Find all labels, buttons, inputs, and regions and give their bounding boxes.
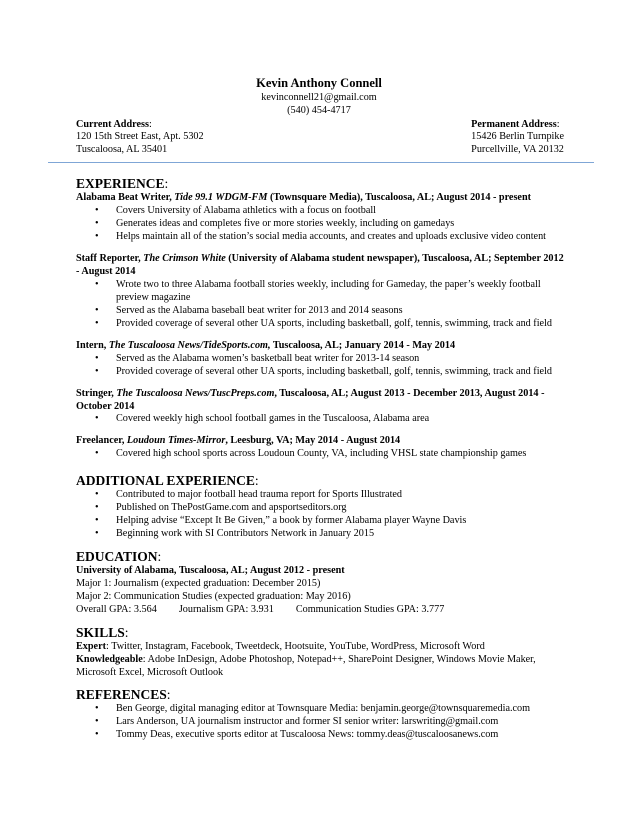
job-bullets bbox=[76, 448, 566, 461]
major-2: Major 2: Communication Studies (expected graduation: May 2016) bbox=[76, 591, 351, 603]
section-title-skills: SKILLS: bbox=[76, 625, 129, 640]
resume-header bbox=[76, 76, 562, 157]
list-item: • Covers University of Alabama athletics with a focus on football bbox=[76, 205, 566, 218]
header-divider bbox=[48, 162, 594, 163]
list-item: • Covered weekly high school football games in the Tuscaloosa, Alabama area bbox=[76, 413, 566, 426]
job-heading: Stringer, The Tuscaloosa News/TuscPreps.com, Tuscaloosa, AL; August 2013 - December 2013, August 2014 - October 2014 bbox=[76, 387, 545, 412]
gpa-overall: Overall GPA: 3.564 bbox=[76, 604, 157, 616]
job-entry bbox=[76, 435, 566, 461]
list-item: • Published on ThePostGame.com and apsportseditors.org bbox=[76, 502, 566, 515]
list-item: • Tommy Deas, executive sports editor at Tuscaloosa News: tommy.deas@tuscaloosanews.com bbox=[76, 729, 566, 742]
phone: (540) 454-4717 bbox=[287, 104, 351, 116]
candidate-name: Kevin Anthony Connell bbox=[256, 76, 382, 90]
list-item: • Lars Anderson, UA journalism instructor and former SI senior writer: larswriting@gmail.com bbox=[76, 716, 566, 729]
list-item: • Served as the Alabama women’s basketball beat writer for 2013-14 season bbox=[76, 353, 566, 366]
job-entry bbox=[76, 192, 566, 244]
section-title-references: REFERENCES: bbox=[76, 687, 171, 702]
job-bullets bbox=[76, 353, 566, 379]
additional-bullets bbox=[76, 489, 566, 541]
job-entry bbox=[76, 253, 566, 331]
school: University of Alabama, Tuscaloosa, AL; August 2012 - present bbox=[76, 565, 345, 577]
additional-experience-section bbox=[76, 473, 566, 541]
current-address-label: Current Address bbox=[76, 118, 149, 130]
current-address-line2: Tuscaloosa, AL 35401 bbox=[76, 144, 168, 156]
experience-section bbox=[76, 176, 566, 461]
address-row bbox=[76, 119, 562, 158]
permanent-address-label: Permanent Address bbox=[471, 118, 557, 130]
gpa-line bbox=[76, 604, 566, 617]
list-item: • Provided coverage of several other UA sports, including basketball, golf, tennis, swimming, track and field bbox=[76, 366, 566, 379]
list-item: • Covered high school sports across Loudoun County, VA, including VHSL state championship games bbox=[76, 448, 566, 461]
major-1: Major 1: Journalism (expected graduation: December 2015) bbox=[76, 578, 321, 590]
current-address: Current Address: 120 15th Street East, Apt. 5302 Tuscaloosa, AL 35401 bbox=[76, 118, 204, 156]
permanent-address-line1: 15426 Berlin Turnpike bbox=[471, 131, 564, 143]
gpa-journalism: Journalism GPA: 3.931 bbox=[178, 604, 274, 616]
job-bullets bbox=[76, 205, 566, 244]
list-item: • Helping advise “Except It Be Given,” a book by former Alabama player Wayne Davis bbox=[76, 515, 566, 528]
permanent-address-line2: Purcellville, VA 20132 bbox=[471, 144, 564, 156]
job-heading: Staff Reporter, The Crimson White (University of Alabama student newspaper), Tuscaloosa, AL; September 2012 - August 2014 bbox=[76, 253, 564, 277]
skills-expert: Expert: Twitter, Instagram, Facebook, Tweetdeck, Hootsuite, YouTube, WordPress, Microsoft Word bbox=[76, 641, 485, 653]
list-item: • Helps maintain all of the station’s social media accounts, and creates and uploads exclusive video content bbox=[76, 231, 566, 244]
job-bullets bbox=[76, 279, 566, 331]
job-heading: Freelancer, Loudoun Times-Mirror, Leesburg, VA; May 2014 - August 2014 bbox=[76, 435, 401, 447]
list-item: • Generates ideas and completes five or more stories weekly, including on gamedays bbox=[76, 218, 566, 231]
list-item: • Provided coverage of several other UA sports, including basketball, golf, tennis, swimming, track and field bbox=[76, 318, 566, 331]
email: kevinconnell21@gmail.com bbox=[261, 91, 377, 103]
job-entry bbox=[76, 340, 566, 379]
list-item: • Contributed to major football head trauma report for Sports Illustrated bbox=[76, 489, 566, 502]
job-heading: Alabama Beat Writer, Tide 99.1 WDGM-FM (Townsquare Media), Tuscaloosa, AL; August 2014 - present bbox=[76, 192, 532, 204]
references-section bbox=[76, 687, 566, 742]
education-section bbox=[76, 549, 566, 617]
skills-knowledgeable: Knowledgeable: Adobe InDesign, Adobe Photoshop, Notepad++, SharePoint Designer, Windows Movie Maker, Microsoft Excel, Microsoft Outlook bbox=[76, 654, 536, 679]
job-bullets bbox=[76, 413, 566, 426]
skills-section bbox=[76, 625, 566, 680]
job-entry bbox=[76, 388, 566, 427]
list-item: • Served as the Alabama baseball beat writer for 2013 and 2014 seasons bbox=[76, 305, 566, 318]
job-heading: Intern, The Tuscaloosa News/TideSports.com, Tuscaloosa, AL; January 2014 - May 2014 bbox=[76, 339, 456, 351]
section-title-additional-experience: ADDITIONAL EXPERIENCE: bbox=[76, 473, 259, 488]
permanent-address: Permanent Address: 15426 Berlin Turnpike Purcellville, VA 20132 bbox=[471, 118, 564, 156]
list-item: • Beginning work with SI Contributors Network in January 2015 bbox=[76, 528, 566, 541]
gpa-communication: Communication Studies GPA: 3.777 bbox=[295, 604, 445, 616]
reference-bullets bbox=[76, 703, 566, 742]
section-title-experience: EXPERIENCE: bbox=[76, 176, 169, 191]
current-address-line1: 120 15th Street East, Apt. 5302 bbox=[76, 131, 204, 143]
section-title-education: EDUCATION: bbox=[76, 549, 162, 564]
list-item: • Wrote two to three Alabama football stories weekly, including for Gameday, the paper’s weekly football preview magazine bbox=[76, 279, 566, 305]
list-item: • Ben George, digital managing editor at Townsquare Media: benjamin.george@townsquaremedia.com bbox=[76, 703, 566, 716]
